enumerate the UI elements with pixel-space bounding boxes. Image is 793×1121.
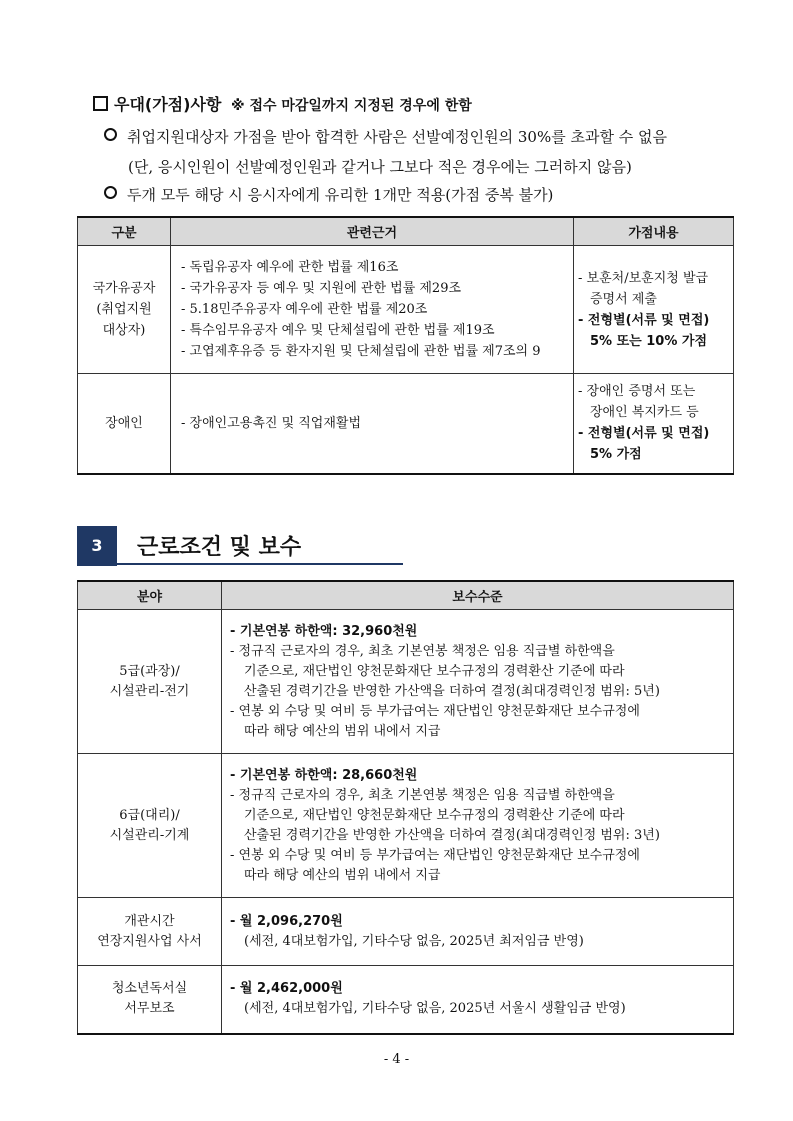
section-title-bar bbox=[77, 526, 325, 566]
content-cell bbox=[574, 246, 734, 374]
content-line: 5% 또는 10% 가점 bbox=[590, 333, 707, 349]
bonus-points-table bbox=[77, 216, 734, 475]
table-row bbox=[78, 898, 734, 966]
basis-cell bbox=[171, 374, 574, 474]
salary-cell bbox=[222, 754, 734, 898]
table-row bbox=[78, 754, 734, 898]
header-content: 가점내용 bbox=[574, 217, 734, 246]
table-header-row bbox=[78, 217, 734, 246]
checkbox-square-icon bbox=[93, 96, 108, 111]
bullet-item bbox=[104, 126, 667, 147]
field-cell bbox=[78, 898, 222, 966]
circle-bullet-icon bbox=[104, 128, 117, 141]
salary-line: 기준으로, 재단법인 양천문화재단 보수규정의 경력환산 기준에 따라 bbox=[244, 663, 625, 679]
salary-line: 산출된 경력기간을 반영한 가산액을 더하여 결정(최대경력인정 범위: 3년) bbox=[244, 827, 660, 843]
bullet-text: 두개 모두 해당 시 응시자에게 유리한 1개만 적용(가점 중복 불가) bbox=[127, 186, 554, 204]
field-line: 서무보조 bbox=[124, 1001, 175, 1017]
basis-item: - 특수임무유공자 예우 및 단체설립에 관한 법률 제19조 bbox=[181, 323, 495, 338]
field-line: 시설관리-전기 bbox=[109, 683, 190, 699]
content-line: - 장애인 증명서 또는 bbox=[578, 384, 696, 400]
field-line: 연장지원사업 사서 bbox=[97, 933, 202, 949]
header-field: 분야 bbox=[78, 581, 222, 610]
section-underline bbox=[117, 563, 403, 565]
salary-cell bbox=[222, 966, 734, 1034]
table-row bbox=[78, 374, 734, 474]
basis-item: - 독립유공자 예우에 관한 법률 제16조 bbox=[181, 260, 399, 275]
header-basis: 관련근거 bbox=[171, 217, 574, 246]
salary-line: 산출된 경력기간을 반영한 가산액을 더하여 결정(최대경력인정 범위: 5년) bbox=[244, 683, 660, 699]
content-line: - 전형별(서류 및 면접) bbox=[578, 426, 710, 442]
salary-table bbox=[77, 580, 734, 1035]
category-cell bbox=[78, 374, 171, 474]
category-cell bbox=[78, 246, 171, 374]
salary-line: 기준으로, 재단법인 양천문화재단 보수규정의 경력환산 기준에 따라 bbox=[244, 807, 625, 823]
basis-item: - 5.18민주유공자 예우에 관한 법률 제20조 bbox=[181, 302, 428, 317]
salary-cell bbox=[222, 898, 734, 966]
field-line: 청소년독서실 bbox=[111, 981, 188, 997]
category-line: 국가유공자 bbox=[92, 281, 156, 296]
salary-line: - 정규직 근로자의 경우, 최초 기본연봉 책정은 임용 직급별 하한액을 bbox=[230, 787, 615, 803]
field-cell bbox=[78, 966, 222, 1034]
content-cell bbox=[574, 374, 734, 474]
salary-line: - 기본연봉 하한액: 28,660천원 bbox=[230, 767, 418, 783]
header-salary: 보수수준 bbox=[222, 581, 734, 610]
heading-title: 우대(가점)사항 bbox=[114, 95, 222, 114]
field-line: 개관시간 bbox=[124, 913, 175, 929]
page-number: - 4 - bbox=[383, 1052, 410, 1067]
table-row bbox=[78, 610, 734, 754]
salary-line: (세전, 4대보험가입, 기타수당 없음, 2025년 서울시 생활임금 반영) bbox=[244, 1001, 626, 1017]
bullet-text: (단, 응시인원이 선발예정인원과 같거나 그보다 적은 경우에는 그러하지 않음) bbox=[128, 158, 632, 176]
bullet-continuation bbox=[128, 156, 632, 177]
table-row bbox=[78, 966, 734, 1034]
category-line: (취업지원 bbox=[96, 302, 152, 317]
content-line: 5% 가점 bbox=[590, 447, 642, 463]
field-line: 6급(대리)/ bbox=[119, 807, 180, 823]
basis-cell bbox=[171, 246, 574, 374]
basis-item: - 국가유공자 등 예우 및 지원에 관한 법률 제29조 bbox=[181, 281, 462, 296]
field-cell bbox=[78, 754, 222, 898]
salary-line: (세전, 4대보험가입, 기타수당 없음, 2025년 최저임금 반영) bbox=[244, 933, 584, 949]
salary-line: - 연봉 외 수당 및 여비 등 부가급여는 재단법인 양천문화재단 보수규정에 bbox=[230, 847, 640, 863]
content-line: 증명서 제출 bbox=[590, 291, 657, 307]
section-title: 근로조건 및 보수 bbox=[137, 535, 302, 560]
salary-line: - 월 2,096,270원 bbox=[230, 913, 343, 929]
salary-line: - 정규직 근로자의 경우, 최초 기본연봉 책정은 임용 직급별 하한액을 bbox=[230, 643, 615, 659]
salary-line: - 월 2,462,000원 bbox=[230, 981, 343, 997]
salary-line: - 기본연봉 하한액: 32,960천원 bbox=[230, 623, 418, 639]
basis-item: - 고엽제후유증 등 환자지원 및 단체설립에 관한 법률 제7조의 9 bbox=[181, 344, 541, 359]
field-line: 5급(과장)/ bbox=[119, 663, 180, 679]
section-heading bbox=[93, 92, 472, 115]
field-cell bbox=[78, 610, 222, 754]
content-line: - 보훈처/보훈지청 발급 bbox=[578, 270, 709, 286]
section-number: 3 bbox=[77, 526, 117, 566]
basis-item: - 장애인고용촉진 및 직업재활법 bbox=[181, 415, 362, 431]
salary-cell bbox=[222, 610, 734, 754]
table-row bbox=[78, 246, 734, 374]
salary-line: 따라 해당 예산의 범위 내에서 지급 bbox=[244, 723, 441, 739]
bullet-item bbox=[104, 184, 553, 205]
content-line: - 전형별(서류 및 면접) bbox=[578, 312, 710, 328]
table-header-row bbox=[78, 581, 734, 610]
category-line: 대상자) bbox=[102, 323, 146, 338]
salary-line: 따라 해당 예산의 범위 내에서 지급 bbox=[244, 867, 441, 883]
bullet-text: 취업지원대상자 가점을 받아 합격한 사람은 선발예정인원의 30%를 초과할 수 없음 bbox=[127, 128, 667, 146]
content-line: 장애인 복지카드 등 bbox=[590, 405, 699, 421]
circle-bullet-icon bbox=[104, 186, 117, 199]
salary-line: - 연봉 외 수당 및 여비 등 부가급여는 재단법인 양천문화재단 보수규정에 bbox=[230, 703, 640, 719]
header-category: 구분 bbox=[78, 217, 171, 246]
heading-note: ※ 접수 마감일까지 지정된 경우에 한함 bbox=[230, 98, 472, 114]
category-line: 장애인 bbox=[105, 415, 143, 431]
field-line: 시설관리-기계 bbox=[109, 827, 190, 843]
